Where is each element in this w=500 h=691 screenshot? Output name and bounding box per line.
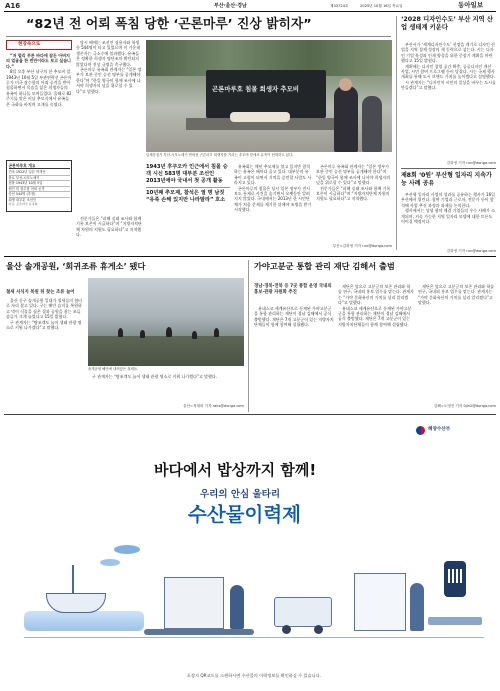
info-box-row: 원인 미 잠수함 어뢰 공격 (9, 187, 70, 193)
gaya-byline: 김해=도영진 기자 0jin2@donga.com (433, 404, 496, 408)
memorial-stone (206, 70, 326, 118)
ulsan-photo (88, 278, 244, 366)
masthead: 동아일보 (458, 1, 484, 9)
info-box-source: 자료: 곤론마루 유족회 (8, 202, 38, 207)
column-divider (396, 16, 397, 250)
gaya-para: 재단은 앞으로 고분군의 보존 관리와 학술 연구, 국내외 홍보 업무를 맡는다. 관계자는 “가야 문화유산의 가치를 널리 알리겠다”고 말했다. (338, 284, 414, 306)
right-mid-headline: 제8회 ‘0원’ 부산형 일자리 지속가능 사례 공유 (401, 172, 492, 187)
fish-icon (100, 559, 120, 566)
bird-silhouette (192, 331, 197, 339)
conveyor-belt (144, 629, 254, 635)
lead-col4-para: 전문가들은 “피해 실태 조사와 함께 기록 보존이 시급하다”며 “지방자치단체 차원의 지원도 필요하다”고 지적했다. (316, 185, 391, 202)
shoreline (88, 336, 244, 366)
ulsan-para: 구 관계자는 “탐조객도 늘어 생태 관광 명소로 키워 나가겠다”고 말했다. (92, 374, 218, 379)
right-top-para: 계획에는 디자인 창업 공간 확충, 공공디자인 개선 사업, 시민 참여 프로그램 등이 담겼다. 시는 국제 행사 개최를 통해 도시 브랜드 가치를 높이겠다고 설명했다. (401, 63, 495, 80)
ulsan-body-2 (88, 374, 244, 404)
info-box-row: 항로 부산-시모노세키 (9, 176, 70, 182)
gaya-para: 유네스코 세계유산으로 등재된 가야고분군을 통합 관리하는 재단이 경남 김해에서 공식 출범했다. 재단은 7개 고분군이 있는 지방자치단체들이 함께 참여해 설립됐다. (338, 305, 412, 327)
lead-col3-para: 곤론마루의 침몰은 당시 일본 정부가 전시 보도 통제로 사건을 숨기면서 오랫동안 알려지지 않았다. 국내에서는 2013년 한 시민단체가 처음 문제를 제기한 뒤에야 조명을 받기 시작했다. (234, 185, 312, 213)
lead-col4-para: 곤론마루 유족회 관계자는 “일본 정부가 보관 중인 승선 명부를 공개해야 한다”며 “한일 양국이 함께 조사에 나서야 희생자의 넋을 위로할 수 있다”고 말했다. (316, 164, 391, 186)
gaya-para: 유네스코 세계유산으로 등재된 가야고분군을 통합 관리하는 재단이 경남 김해에서 공식 출범했다. 재단은 7개 고분군이 있는 지방자치단체들이 함께 참여해 설립됐다. (254, 306, 334, 328)
lead-byline: 부산=김화영 기자 run@donga.com (332, 244, 392, 248)
ulsan-body-1 (6, 298, 84, 404)
info-box-row: 희생 대부분 조선인 (8, 197, 37, 202)
bird-silhouette (140, 330, 145, 338)
ad-line1: 바다에서 밥상까지 함께! (154, 461, 317, 479)
lead-subhead: 1943년 후쿠오카 인근에서 침몰 승객 시신 583명 대부분 조선인 2013년에야 국내서 첫 공개 활동 (146, 164, 228, 184)
lead-col1-para: “저 멀리 푸른 바다에 잠든 아버지의 얼굴을 한 번만이라도 보고 싶습니다.” (6, 53, 71, 69)
market-stall-icon (354, 573, 406, 631)
boat-mast (72, 565, 74, 593)
page-number: A16 (5, 2, 21, 10)
ministry-emblem-icon (416, 426, 425, 435)
lead-column-1 (6, 53, 72, 159)
sea-waves (24, 611, 144, 631)
header-rule (4, 11, 496, 12)
ulsan-byline: 울산=정재락 기자 raks@donga.com (183, 404, 244, 408)
right-mid-byline: 김화영 기자 run@donga.com (446, 249, 496, 253)
lead-column-2 (76, 40, 142, 94)
lead-headline-rule (6, 36, 391, 37)
gaya-para: 재단은 앞으로 고분군의 보존 관리와 학술 연구, 국내외 홍보 업무를 맡는다. 관계자는 “가야 문화유산의 가치를 널리 알리겠다”고 말했다. (418, 284, 495, 306)
truck-wheel (314, 625, 323, 634)
info-box-row: 침몰 1943년 10월 5일 (9, 181, 70, 187)
ad-rule (4, 414, 496, 415)
qr-code-icon (448, 569, 462, 583)
lead-column-2b (76, 216, 142, 248)
info-box-title: 곤론마루호 개요 (9, 163, 70, 169)
memorial-inscription: 곤론마루호 침몰 희생자 추모비 (212, 85, 299, 93)
lead-col2-para: 당시 배에는 조선인 징용자와 학생 등 544명이 타고 있었으며 이 가운데 생존자는 극소수에 불과했다. 유족들은 정확한 희생자 명단조차 확인되지 않았다며 진상 규명을 촉구했다. (76, 40, 141, 67)
ad-brand-logo (416, 425, 488, 437)
gaya-body-1 (254, 306, 334, 404)
lead-col1-para: 8일 오후 부산 남구의 한 추모비 앞. 1943년 10월 5일 부관연락선 곤론마루가 미국 잠수함의 어뢰 공격을 받아 침몰하면서 목숨을 잃은 희생자들의 유족이 하나둘 모여들었다. 올해로 82주기를 맞은 이날 추모식에서 유족들은 국화를 바치며 고개를 숙였다. (6, 69, 72, 107)
right-top-body (401, 42, 496, 160)
right-top-para: 부산시가 ‘세계디자인수도’ 선정을 계기로 디자인 산업을 지역 경제 성장의 새 동력으로 삼는다. 시는 디자인 기업 육성과 인재 양성을 위한 중장기 계획을 마련했다고 15일 밝혔다. (401, 42, 496, 64)
mourner-head (339, 78, 352, 91)
subhead-rule (146, 187, 230, 188)
section-label: 부산·울산·경남 (214, 3, 247, 9)
ulsan-para: 구 관계자는 “탐조객도 늘어 생태 관광 명소로 키워 나가겠다”고 말했다. (6, 319, 82, 331)
lead-col2b-para: 전문가들은 “피해 실태 조사와 함께 기록 보존이 시급하다”며 “지방자치단체 차원의 지원도 필요하다”고 지적했다. (76, 216, 142, 238)
ad-brand: 해양수산부 (428, 427, 451, 432)
ulsan-headline: 울산 솔개공원, ‘회귀조류 휴게소’ 됐다 (6, 261, 146, 271)
factory-icon (164, 577, 224, 629)
bird-silhouette (214, 328, 219, 337)
right-top-para: 시 관계자는 “디자인이 시민의 일상을 바꾸는 도시를 만들겠다”고 말했다. (401, 79, 496, 91)
right-mid-para: 부산형 일자리 사업의 성과를 공유하는 행사가 16일 부산에서 열린다. 참여 기업과 근로자, 전문가 등이 참석해 사업 추진 과정과 과제를 논의한다. (401, 192, 495, 208)
issue-number: 제33724호 (330, 4, 349, 8)
truck-wheel (282, 625, 291, 634)
right-mid-para: 행사에서는 상생 협약 체결 기업들의 우수 사례가 소개되며, 지속 가능한 지역 일자리 모델에 대한 토론도 이어질 예정이다. (401, 208, 496, 225)
right-top-headline: ‘2028 디자인수도’ 부산 지역 산업 생태계 키운다 (401, 16, 493, 31)
shopper-figure (410, 583, 424, 631)
fishing-boat-icon (46, 593, 106, 613)
ad-footer: 포장지 QR코드를 스캔하시면 수산물의 이력정보를 확인하실 수 있습니다. (186, 673, 322, 678)
lead-col3-para: 유족회는 매년 추모제를 열고 있지만 참석하는 유족은 해마다 줄고 있다. 대부분의 유족이 고령이 되면서 기억을 증언할 사람도 사라지고 있다. (234, 164, 312, 186)
dining-table-icon (428, 617, 482, 625)
info-box-row: 건조 1922년 일본 여객선 (9, 170, 70, 176)
info-box-row: 승선 544명 (추정) (9, 192, 70, 198)
delivery-truck-icon (274, 597, 332, 627)
right-rule (401, 168, 496, 169)
advertisement (4, 417, 496, 687)
lead-subheads (146, 164, 230, 250)
gaya-headline: 가야고분군 통합 관리 재단 김해서 출범 (254, 261, 395, 271)
ground-line (24, 637, 484, 638)
lead-photo-caption: 일제강점기 부산-시모노세키 연락선 곤론마루 희생자를 기리는 추모비 앞에서 유족이 헌화하고 있다. (146, 153, 294, 157)
lead-subhead: 10년째 추모제, 참석은 열 명 남짓 “유족 손해 있지만 나라말라” 호소 (146, 189, 226, 203)
mourner-figure (334, 86, 358, 152)
worker-figure (230, 585, 244, 629)
mourner-figure-2 (362, 96, 382, 152)
lead-headline: “82년 전 어뢰 폭침 당한 ‘곤론마루’ 진상 밝히자” (26, 17, 312, 32)
right-mid-body (401, 192, 496, 248)
lead-column-4 (316, 164, 392, 244)
kicker-label: 현장속으로 (18, 42, 41, 47)
issue-date: 2025년 10월 16일 목요일 (360, 4, 403, 8)
fish-icon (114, 545, 140, 554)
lead-col2-para: 곤론마루 유족회 관계자는 “일본 정부가 보관 중인 승선 명부를 공개해야 한다”며 “한일 양국이 함께 조사에 나서야 희생자의 넋을 위로할 수 있다”고 말했다. (76, 67, 142, 94)
bird-silhouette (166, 327, 172, 337)
info-box (6, 160, 72, 212)
lead-column-3 (234, 164, 312, 250)
lead-photo (146, 40, 392, 152)
ad-illustration (24, 525, 484, 663)
gaya-body-3 (418, 284, 496, 400)
ad-title: 수산물이력제 (188, 503, 302, 526)
ulsan-para: 울산 동구 솔개공원 일대가 철새들의 쉼터로 자리 잡고 있다. 구는 해안 습지를 복원하고 먹이 식물을 심은 결과 공원을 찾는 조류 종류가 크게 늘었다고 15일 밝혔다. (6, 298, 83, 320)
flower-offering (230, 112, 290, 122)
section-rule (4, 256, 496, 257)
gaya-body-2 (338, 284, 414, 404)
ad-line2: 우리의 안심 울타리 (200, 489, 281, 500)
right-top-byline: 김화영 기자 run@donga.com (446, 161, 496, 165)
bird-silhouette (118, 328, 123, 337)
story-divider (248, 260, 249, 412)
gaya-deck: 경남·경북·전북 등 7곳 통합 운영 국내외 홍보·관광 자원화 추진 (254, 284, 332, 295)
ulsan-deck: 철새 서식지 복원 뒤 찾는 조류 늘어 (6, 290, 75, 295)
ulsan-caption: 솔개공원 해안에 내려앉은 철새들. (88, 367, 139, 371)
